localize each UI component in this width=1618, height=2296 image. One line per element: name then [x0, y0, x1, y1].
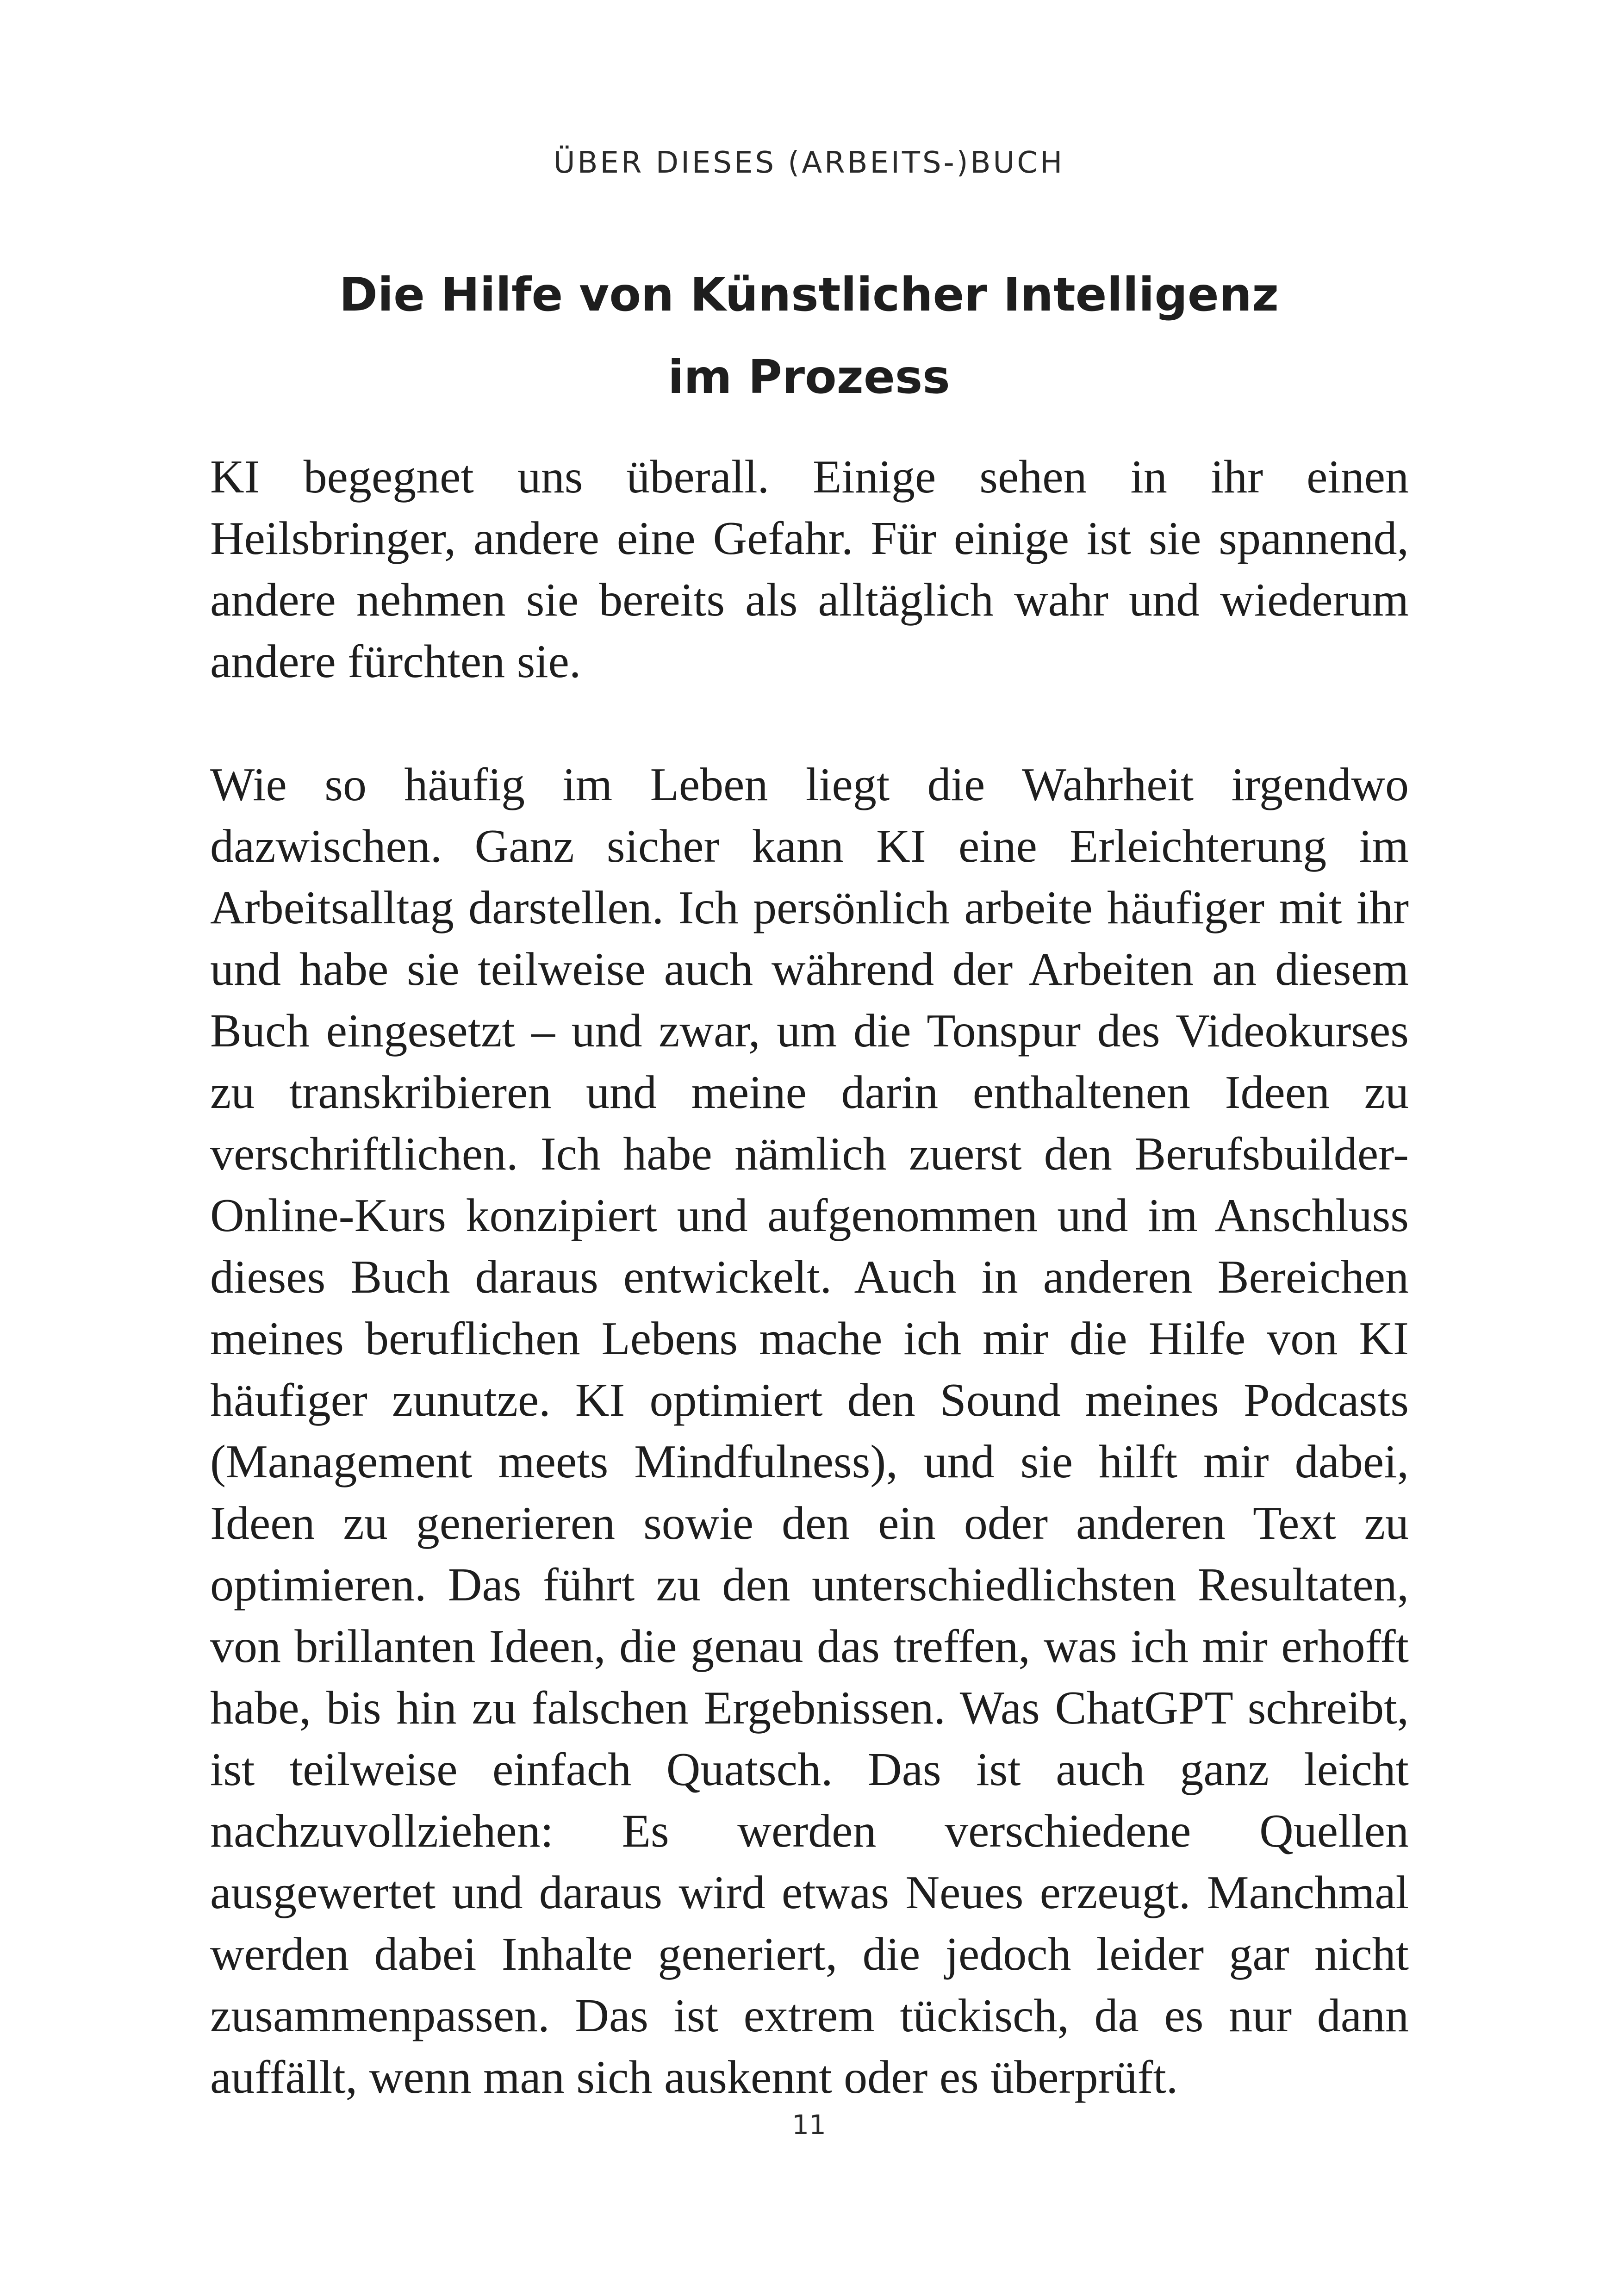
page-number: 11	[792, 2109, 826, 2140]
chapter-title	[0, 254, 1618, 418]
paragraph-1: KI begegnet uns überall. Einige sehen in ihr einen Heilsbringer, andere eine Gefahr. Für einige ist sie spannend, andere nehmen sie bereits als alltäglich wahr und wiederum andere fürchten sie.	[210, 451, 1409, 688]
chapter-title-line-1: Die Hilfe von Künstlicher Intelligenz	[339, 268, 1279, 322]
paragraph-2: Wie so häufig im Leben liegt die Wahrheit irgendwo dazwischen. Ganz sicher kann KI eine Erleichterung im Arbeitsalltag darstellen. Ich persönlich arbeite häufiger mit ihr und habe sie teilweise auch während der Arbeiten an diesem Buch eingesetzt – und zwar, um die Tonspur des Videokurses zu transkribieren und meine darin enthaltenen Ideen zu verschriftlichen. Ich habe nämlich zuerst den Berufsbuilder-Online-Kurs konzipiert und aufgenommen und im Anschluss dieses Buch daraus entwickelt. Auch in anderen Bereichen meines beruflichen Lebens mache ich mir die Hilfe von KI häufiger zunutze. KI optimiert den Sound meines Podcasts (Management meets Mindfulness), und sie hilft mir dabei, Ideen zu generieren sowie den ein oder anderen Text zu optimieren. Das führt zu den unterschiedlichsten Resultaten, von brillanten Ideen, die genau das treffen, was ich mir erhofft habe, bis hin zu falschen Ergebnissen. Was ChatGPT schreibt, ist teilweise einfach Quatsch. Das ist auch ganz leicht nachzuvollziehen: Es werden verschiedene Quellen ausgewertet und daraus wird etwas Neues erzeugt. Manchmal werden dabei Inhalte generiert, die jedoch leider gar nicht zusammenpassen. Das ist extrem tückisch, da es nur dann auffällt, wenn man sich auskennt oder es überprüft.	[210, 759, 1409, 2103]
running-header: ÜBER DIESES (ARBEITS-)BUCH	[553, 146, 1065, 180]
body-text	[210, 446, 1409, 2108]
chapter-title-line-2: im Prozess	[668, 350, 950, 404]
